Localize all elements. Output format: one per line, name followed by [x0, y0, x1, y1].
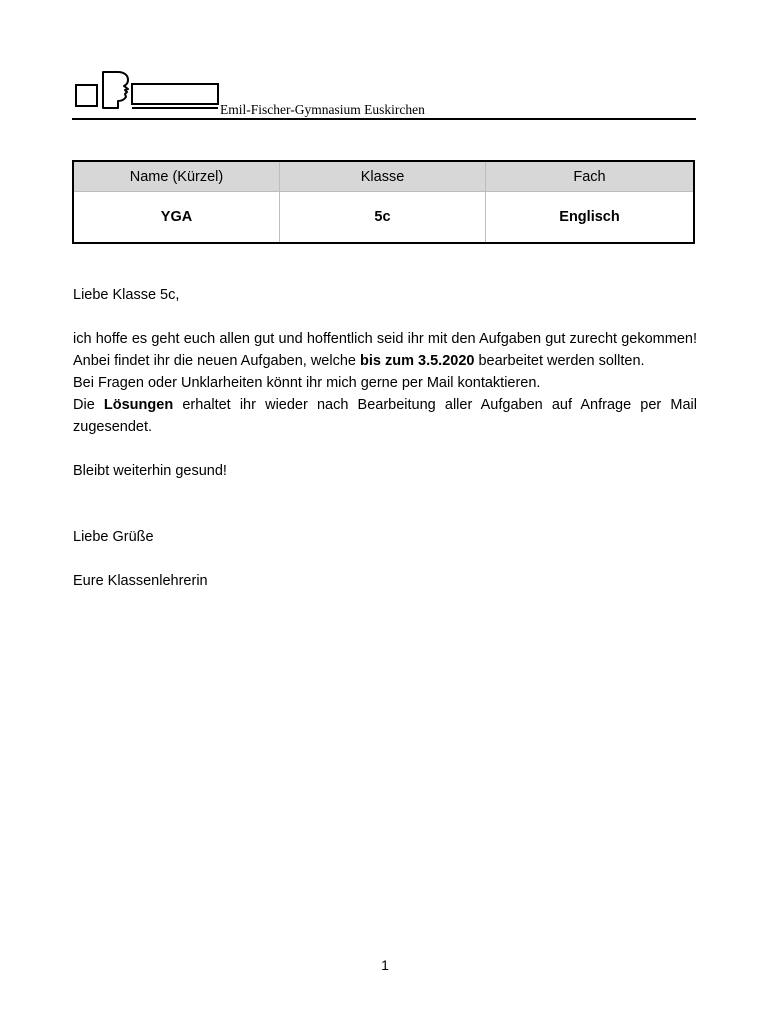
- school-logo-icon: [72, 68, 222, 114]
- table-header-subject: Fach: [486, 161, 695, 192]
- letter-paragraph-4: Bleibt weiterhin gesund!: [73, 463, 227, 479]
- letter-body: [73, 284, 697, 592]
- paragraph-1-text-b: bearbeitet werden sollten.: [474, 353, 645, 369]
- table-header-name: Name (Kürzel): [73, 161, 280, 192]
- paragraph-1-text-a: ich hoffe es geht euch allen gut und hoffentlich seid ihr mit den Aufgaben gut zurecht gekommen! Anbei findet ihr die neuen Aufgaben, welche: [73, 331, 697, 369]
- table-cell-class: 5c: [280, 192, 486, 244]
- solutions-text: Lösungen: [103, 397, 174, 413]
- table-cell-subject: Englisch: [486, 192, 695, 244]
- paragraph-3-text-a: Die: [73, 397, 104, 413]
- letter-paragraph-3: [73, 394, 697, 438]
- deadline-text: bis zum 3.5.2020: [360, 353, 475, 369]
- table-row: [73, 192, 694, 244]
- header-divider: [72, 118, 696, 120]
- info-table: [72, 160, 695, 244]
- letter-paragraph-2: Bei Fragen oder Unklarheiten könnt ihr mich gerne per Mail kontaktieren.: [73, 375, 541, 391]
- letter-greeting: Liebe Klasse 5c,: [73, 287, 180, 303]
- page-number: 1: [381, 957, 389, 973]
- document-header: [72, 68, 696, 121]
- letter-paragraph-1: [73, 328, 697, 372]
- letter-closing: Liebe Grüße: [73, 529, 154, 545]
- school-name: Emil-Fischer-Gymnasium Euskirchen: [220, 102, 425, 117]
- table-header-row: [73, 161, 694, 192]
- table-cell-name: YGA: [73, 192, 280, 244]
- paragraph-3-text-b: erhaltet ihr wieder nach Bearbeitung aller Aufgaben auf Anfrage per Mail zugesendet.: [73, 397, 697, 435]
- table-header-class: Klasse: [280, 161, 486, 192]
- letter-signature: Eure Klassenlehrerin: [73, 573, 208, 589]
